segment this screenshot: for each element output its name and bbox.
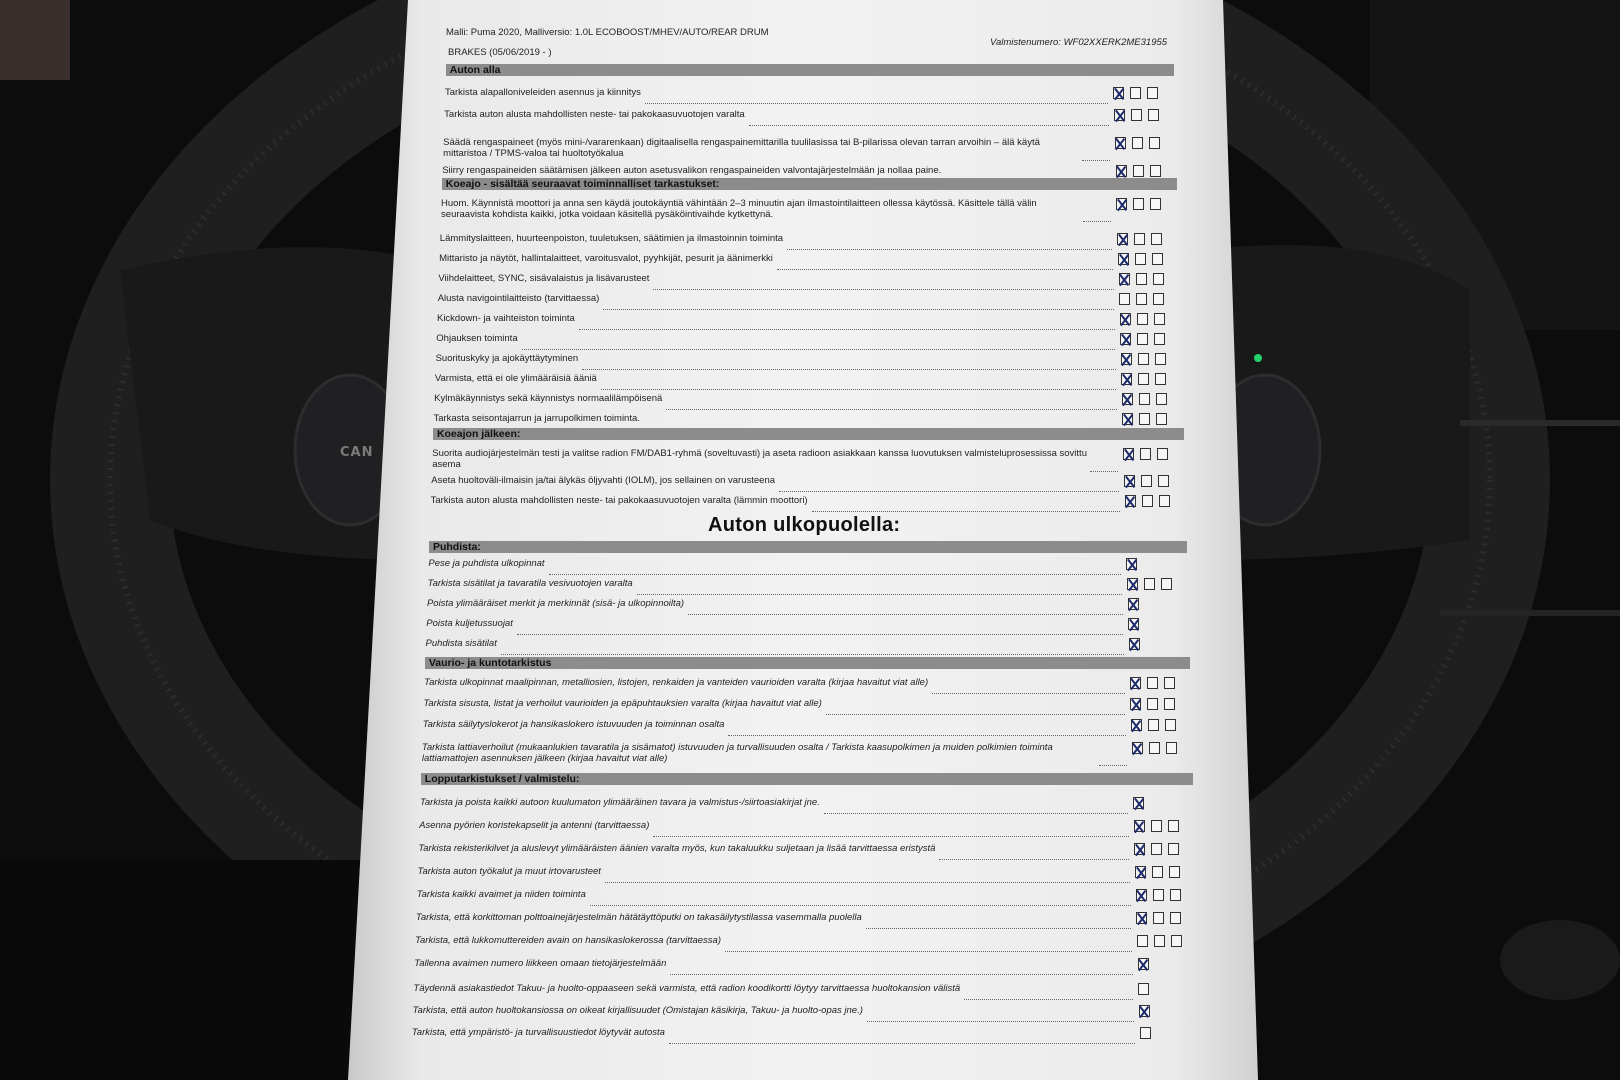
leader-dots — [777, 269, 1113, 270]
empty-checkbox[interactable] — [1158, 475, 1169, 487]
empty-checkbox[interactable] — [1134, 233, 1145, 245]
checklist-row — [417, 889, 1193, 911]
checkbox-group — [1138, 958, 1149, 970]
checklist-item-text: Viihdelaitteet, SYNC, sisävalaistus ja lisävarusteet — [438, 273, 650, 284]
checklist-item-text: Tarkista lattiaverhoilut (mukaanlukien tavaratila ja sisämatot) istuvuuden ja turvallisuuden osalta / Tarkista kaasupolkimen ja muiden polkimien toiminta lattiamattojen asennuksen jälkeen (kirjaa havaitut viat alle) — [421, 742, 1053, 764]
checklist-row — [413, 1005, 1196, 1027]
empty-checkbox[interactable] — [1154, 313, 1165, 325]
checkbox-group — [1119, 273, 1164, 285]
checklist-item-text: Poista ylimääräiset merkit ja merkinnät (sisä- ja ulkopinnoilta) — [426, 598, 685, 609]
checkbox-group — [1135, 866, 1180, 878]
vin-line: Valmistenumero: WF02XXERK2ME31955 — [990, 37, 1168, 48]
empty-checkbox[interactable] — [1153, 889, 1164, 901]
checklist-item-text: Tarkista, että auton huoltokansiossa on oikeat kirjallisuudet (Omistajan käsikirja, Takuu- ja huolto-opas jne.) — [412, 1005, 863, 1016]
checklist-item-text: Tarkista, että ympäristö- ja turvallisuustiedot löytyvät autosta — [411, 1027, 665, 1038]
leader-dots — [779, 491, 1119, 492]
checklist-item-text: Tarkista, että korkittoman polttoainejärjestelmän hätätäyttöputki on takasäilytystilassa vasemmalla puolella — [415, 912, 862, 923]
model-line: Malli: Puma 2020, Malliversio: 1.0L ECOBOOST/MHEV/AUTO/REAR DRUM — [446, 27, 769, 38]
empty-checkbox[interactable] — [1153, 912, 1164, 924]
leader-dots — [826, 714, 1126, 715]
empty-checkbox[interactable] — [1137, 935, 1148, 947]
empty-checkbox[interactable] — [1171, 935, 1182, 947]
leader-dots — [605, 882, 1130, 883]
checklist-item-text: Pese ja puhdista ulkopinnat — [428, 558, 545, 569]
can-button-label: CAN — [340, 445, 374, 460]
empty-checkbox[interactable] — [1140, 448, 1151, 460]
checklist-item-text: Poista kuljetussuojat — [426, 618, 513, 629]
empty-checkbox[interactable] — [1136, 273, 1147, 285]
leader-dots — [812, 511, 1120, 512]
leader-dots — [1099, 765, 1127, 766]
leader-dots — [669, 1043, 1135, 1044]
leader-dots — [549, 574, 1122, 575]
checklist-item-text: Huom. Käynnistä moottori ja anna sen käydä joutokäyntiä vähintään 2–3 minuutin ajan ilmastointilaitteen ollessa käytössä. Käsittele tällä välin seuraavista kohdista kaikki, jotka voidaan käsitellä pysäköintivaihde kytkettynä. — [441, 198, 1037, 220]
checklist-row — [423, 698, 1187, 720]
checkbox-group — [1136, 912, 1181, 924]
checklist-row — [416, 912, 1193, 934]
outside-section-title-1: Vaurio- ja kuntotarkistus — [425, 657, 1190, 669]
checkbox-group — [1120, 313, 1165, 325]
empty-checkbox[interactable] — [1159, 495, 1170, 507]
empty-checkbox[interactable] — [1168, 820, 1179, 832]
empty-checkbox[interactable] — [1161, 578, 1172, 590]
checked-checkbox[interactable] — [1130, 677, 1141, 689]
checklist-item-text: Tallenna avaimen numero liikkeen omaan tietojärjestelmään — [414, 958, 667, 969]
checkbox-group — [1116, 198, 1161, 210]
empty-checkbox[interactable] — [1132, 137, 1143, 149]
checkbox-group — [1132, 742, 1177, 754]
leader-dots — [601, 389, 1117, 390]
checkbox-group — [1114, 109, 1159, 121]
checklist-item-text: Tarkista auton alusta mahdollisten neste- tai pakokaasuvuotojen varalta — [444, 109, 745, 120]
checkbox-group — [1127, 578, 1172, 590]
checkbox-group — [1125, 495, 1170, 507]
inside-section-title-0: Auton alla — [446, 64, 1174, 76]
empty-checkbox[interactable] — [1157, 448, 1168, 460]
checked-checkbox[interactable] — [1133, 797, 1144, 809]
empty-checkbox[interactable] — [1154, 935, 1165, 947]
leader-dots — [582, 369, 1116, 370]
checklist-item-text: Siirry rengaspaineiden säätämisen jälkeen auton asetusvalikon rengaspaineiden valvontajärjestelmään ja nollaa paine. — [442, 165, 942, 176]
empty-checkbox[interactable] — [1142, 495, 1153, 507]
empty-checkbox[interactable] — [1136, 293, 1147, 305]
checklist-item-text: Täydennä asiakastiedot Takuu- ja huolto-oppaaseen sekä varmista, että radion koodikortti löytyy tarvittaessa huoltokansion välistä — [413, 983, 961, 994]
checklist-row — [431, 475, 1181, 497]
empty-checkbox[interactable] — [1149, 137, 1160, 149]
checklist-row — [437, 313, 1177, 335]
leader-dots — [824, 813, 1128, 814]
checklist-row — [428, 558, 1183, 580]
empty-checkbox[interactable] — [1138, 983, 1149, 995]
checklist-row — [426, 618, 1185, 640]
leader-dots — [1090, 471, 1118, 472]
checked-checkbox[interactable] — [1138, 958, 1149, 970]
empty-checkbox[interactable] — [1147, 87, 1158, 99]
checked-checkbox[interactable] — [1131, 719, 1142, 731]
empty-checkbox[interactable] — [1147, 698, 1158, 710]
checked-checkbox[interactable] — [1114, 109, 1125, 121]
checkbox-group — [1136, 889, 1181, 901]
checkbox-group — [1122, 393, 1167, 405]
checkbox-group — [1117, 233, 1162, 245]
empty-checkbox[interactable] — [1152, 866, 1163, 878]
checklist-row — [441, 198, 1173, 220]
leader-dots — [653, 289, 1113, 290]
checked-checkbox[interactable] — [1113, 87, 1124, 99]
checklist-row — [414, 958, 1194, 980]
empty-checkbox[interactable] — [1133, 198, 1144, 210]
empty-checkbox[interactable] — [1153, 273, 1164, 285]
checked-checkbox[interactable] — [1139, 1005, 1150, 1017]
outside-section-title-0: Puhdista: — [429, 541, 1187, 553]
leader-dots — [522, 349, 1116, 350]
checked-checkbox[interactable] — [1124, 475, 1135, 487]
empty-checkbox[interactable] — [1139, 413, 1150, 425]
checklist-row — [418, 866, 1193, 888]
checklist-row — [436, 353, 1178, 375]
checklist-item-text: Alusta navigointilaitteisto (tarvittaessa) — [437, 293, 600, 304]
checklist-row — [420, 797, 1190, 819]
empty-checkbox[interactable] — [1141, 475, 1152, 487]
checkbox-group — [1130, 677, 1175, 689]
checklist-item-text: Mittaristo ja näytöt, hallintalaitteet, varoitusvalot, pyyhkijät, pesurit ja äänimerkki — [439, 253, 773, 264]
checklist-row — [439, 253, 1175, 275]
leader-dots — [749, 125, 1109, 126]
checked-checkbox[interactable] — [1132, 742, 1143, 754]
checkbox-group — [1128, 618, 1139, 630]
checklist-row — [412, 1027, 1197, 1049]
checklist-item-text: Tarkista sisusta, listat ja verhoilut vaurioiden ja epäpuhtauksien varalta (kirjaa havaitut viat alle) — [423, 698, 822, 709]
empty-checkbox[interactable] — [1153, 293, 1164, 305]
checkbox-group — [1126, 558, 1137, 570]
inside-section-title-1: Koeajo - sisältää seuraavat toiminnalliset tarkastukset: — [442, 178, 1177, 190]
empty-checkbox[interactable] — [1131, 109, 1142, 121]
checklist-row — [415, 935, 1194, 957]
empty-checkbox[interactable] — [1150, 198, 1161, 210]
leader-dots — [866, 928, 1132, 929]
checklist-row — [434, 393, 1179, 415]
checklist-item-text: Tarkista ulkopinnat maalipinnan, metalliosien, listojen, renkaiden ja vanteiden vaurioiden varalta (kirjaa havaitut viat alle) — [424, 677, 929, 688]
empty-checkbox[interactable] — [1155, 373, 1166, 385]
checklist-item-text: Tarkista ja poista kaikki autoon kuulumaton ylimääräinen tavara ja valmistus-/siirtoasiakirjat jne. — [419, 797, 820, 808]
empty-checkbox[interactable] — [1164, 698, 1175, 710]
empty-checkbox[interactable] — [1137, 313, 1148, 325]
leader-dots — [653, 836, 1128, 837]
leader-dots — [964, 999, 1133, 1000]
checklist-item-text: Kickdown- ja vaihteiston toiminta — [436, 313, 575, 324]
brakes-line: BRAKES (05/06/2019 - ) — [448, 47, 552, 58]
empty-checkbox[interactable] — [1138, 373, 1149, 385]
empty-checkbox[interactable] — [1130, 87, 1141, 99]
checklist-item-text: Puhdista sisätilat — [425, 638, 497, 649]
leader-dots — [670, 974, 1132, 975]
empty-checkbox[interactable] — [1155, 353, 1166, 365]
empty-checkbox[interactable] — [1164, 677, 1175, 689]
checklist-item-text: Tarkasta seisontajarrun ja jarrupolkimen toiminta. — [433, 413, 640, 424]
checked-checkbox[interactable] — [1122, 413, 1133, 425]
leader-dots — [725, 951, 1132, 952]
checkbox-group — [1128, 598, 1139, 610]
empty-checkbox[interactable] — [1170, 912, 1181, 924]
checklist-item-text: Tarkista sisätilat ja tavaratila vesivuotojen varalta — [427, 578, 633, 589]
checked-checkbox[interactable] — [1134, 820, 1145, 832]
empty-checkbox[interactable] — [1139, 393, 1150, 405]
leader-dots — [501, 654, 1124, 655]
checklist-item-text: Varmista, että ei ole ylimääräisiä ääniä — [434, 373, 597, 384]
leader-dots — [603, 309, 1114, 310]
empty-checkbox[interactable] — [1151, 233, 1162, 245]
empty-checkbox[interactable] — [1133, 165, 1144, 177]
empty-checkbox[interactable] — [1148, 719, 1159, 731]
checkbox-group — [1130, 698, 1175, 710]
checklist-item-text: Tarkista auton alusta mahdollisten neste- tai pakokaasuvuotojen varalta (lämmin moottori) — [430, 495, 808, 506]
empty-checkbox[interactable] — [1152, 253, 1163, 265]
empty-checkbox[interactable] — [1119, 293, 1130, 305]
checklist-item-text: Ohjauksen toiminta — [436, 333, 518, 344]
checklist-row — [431, 495, 1182, 517]
leader-dots — [932, 693, 1125, 694]
leader-dots — [728, 735, 1126, 736]
checklist-item-text: Tarkista alapalloniveleiden asennus ja kiinnitys — [444, 87, 641, 98]
checklist-item-text: Tarkista kaikki avaimet ja niiden toiminta — [416, 889, 586, 900]
checkbox-group — [1119, 293, 1164, 305]
leader-dots — [579, 329, 1115, 330]
checkbox-group — [1131, 719, 1176, 731]
checklist-item-text: Kylmäkäynnistys sekä käynnistys normaalilämpöisenä — [434, 393, 663, 404]
empty-checkbox[interactable] — [1156, 393, 1167, 405]
empty-checkbox[interactable] — [1138, 353, 1149, 365]
empty-checkbox[interactable] — [1154, 333, 1165, 345]
checkbox-group — [1124, 475, 1169, 487]
checklist-row — [444, 109, 1171, 131]
outside-heading: Auton ulkopuolella: — [708, 514, 901, 536]
checked-checkbox[interactable] — [1119, 273, 1130, 285]
checked-checkbox[interactable] — [1127, 578, 1138, 590]
leader-dots — [939, 859, 1129, 860]
checklist-row — [424, 677, 1187, 699]
checklist-row — [418, 843, 1191, 865]
leader-dots — [645, 103, 1109, 104]
checklist-item-text: Tarkista, että lukkomuttereiden avain on hansikaslokerossa (tarvittaessa) — [415, 935, 722, 946]
checked-checkbox[interactable] — [1128, 618, 1139, 630]
checked-checkbox[interactable] — [1129, 638, 1140, 650]
checkbox-group — [1137, 935, 1182, 947]
checklist-item-text: Tarkista rekisterikilvet ja aluslevyt ylimääräisten äänien varalta myös, kun takaluukku suljetaan ja lisää tarvittaessa eristystä — [418, 843, 936, 854]
checked-checkbox[interactable] — [1130, 698, 1141, 710]
checked-checkbox[interactable] — [1120, 313, 1131, 325]
checked-checkbox[interactable] — [1135, 866, 1146, 878]
checked-checkbox[interactable] — [1134, 843, 1145, 855]
empty-checkbox[interactable] — [1144, 578, 1155, 590]
checklist-row — [445, 87, 1170, 109]
checkbox-group — [1121, 353, 1166, 365]
checked-checkbox[interactable] — [1123, 448, 1134, 460]
checked-checkbox[interactable] — [1136, 889, 1147, 901]
checked-checkbox[interactable] — [1136, 912, 1147, 924]
checked-checkbox[interactable] — [1120, 333, 1131, 345]
empty-checkbox[interactable] — [1168, 843, 1179, 855]
empty-checkbox[interactable] — [1166, 742, 1177, 754]
checklist-row — [436, 333, 1177, 355]
outside-section-title-2: Lopputarkistukset / valmistelu: — [421, 773, 1194, 785]
leader-dots — [666, 409, 1117, 410]
empty-checkbox[interactable] — [1156, 413, 1167, 425]
checked-checkbox[interactable] — [1128, 598, 1139, 610]
leader-dots — [1083, 221, 1111, 222]
checkbox-group — [1118, 253, 1163, 265]
checklist-item-text: Suorituskyky ja ajokäyttäytyminen — [435, 353, 579, 364]
checklist-row — [443, 137, 1172, 159]
checkbox-group — [1121, 373, 1166, 385]
checkbox-group — [1120, 333, 1165, 345]
leader-dots — [590, 905, 1131, 906]
leader-dots — [637, 594, 1122, 595]
leader-dots — [688, 614, 1123, 615]
leader-dots — [1082, 160, 1110, 161]
checked-checkbox[interactable] — [1121, 353, 1132, 365]
empty-checkbox[interactable] — [1151, 843, 1162, 855]
checked-checkbox[interactable] — [1125, 495, 1136, 507]
checked-checkbox[interactable] — [1126, 558, 1137, 570]
checked-checkbox[interactable] — [1116, 198, 1127, 210]
checklist-item-text: Asenna pyörien koristekapselit ja antenni (tarvittaessa) — [419, 820, 650, 831]
empty-checkbox[interactable] — [1150, 165, 1161, 177]
checked-checkbox[interactable] — [1121, 373, 1132, 385]
checklist-row — [432, 448, 1180, 470]
leader-dots — [787, 249, 1112, 250]
leader-dots — [517, 634, 1123, 635]
checkbox-group — [1116, 165, 1161, 177]
checklist-item-text: Suorita audiojärjestelmän testi ja valitse radion FM/DAB1-ryhmä (soveltuvasti) ja aseta radioon asiakkaan kanssa luovutuksen valmisteluprosessissa sovittu asema — [432, 448, 1087, 470]
checkbox-group — [1138, 983, 1149, 995]
empty-checkbox[interactable] — [1151, 820, 1162, 832]
inside-section-title-2: Koeajon jälkeen: — [433, 428, 1184, 440]
checklist-row — [435, 373, 1178, 395]
checklist-item-text: Aseta huoltoväli-ilmaisin ja/tai älykäs öljyvahti (IOLM), jos sellainen on varusteena — [431, 475, 776, 486]
checklist-row — [438, 293, 1176, 315]
checklist-row — [419, 820, 1191, 842]
checked-checkbox[interactable] — [1116, 165, 1127, 177]
empty-checkbox[interactable] — [1140, 1027, 1151, 1039]
checklist-item-text: Lämmityslaitteen, huurteenpoiston, tuuletuksen, säätimien ja ilmastoinnin toiminta — [439, 233, 784, 244]
checkbox-group — [1139, 1005, 1150, 1017]
empty-checkbox[interactable] — [1135, 253, 1146, 265]
checklist-item-text: Tarkista auton työkalut ja muut irtovarusteet — [417, 866, 601, 877]
checked-checkbox[interactable] — [1115, 137, 1126, 149]
checklist-row — [423, 719, 1188, 741]
empty-checkbox[interactable] — [1149, 742, 1160, 754]
checklist-row — [428, 578, 1184, 600]
empty-checkbox[interactable] — [1147, 677, 1158, 689]
checkbox-group — [1134, 820, 1179, 832]
checklist-item-text: Säädä rengaspaineet (myös mini-/vararenkaan) digitaalisella rengaspainemittarilla tuulilasissa tai B-pilarissa olevan tarran arvoihin – älä käytä mittaristoa / TPMS-valoa tai huoltotyökalua — [443, 137, 1040, 159]
checkbox-group — [1129, 638, 1140, 650]
checked-checkbox[interactable] — [1122, 393, 1133, 405]
empty-checkbox[interactable] — [1137, 333, 1148, 345]
empty-checkbox[interactable] — [1170, 889, 1181, 901]
checklist-row — [427, 598, 1185, 620]
checked-checkbox[interactable] — [1118, 253, 1129, 265]
empty-checkbox[interactable] — [1148, 109, 1159, 121]
checked-checkbox[interactable] — [1117, 233, 1128, 245]
checkbox-group — [1115, 137, 1160, 149]
empty-checkbox[interactable] — [1169, 866, 1180, 878]
empty-checkbox[interactable] — [1165, 719, 1176, 731]
checklist-row — [422, 742, 1189, 764]
checkbox-group — [1122, 413, 1167, 425]
checkbox-group — [1133, 797, 1144, 809]
checklist-item-text: Tarkista säilytyslokerot ja hansikaslokero istuvuuden ja toiminnan osalta — [422, 719, 725, 730]
checklist-row — [413, 983, 1195, 1005]
checkbox-group — [1113, 87, 1158, 99]
checklist-row — [438, 273, 1175, 295]
checkbox-group — [1134, 843, 1179, 855]
leader-dots — [867, 1021, 1134, 1022]
checkbox-group — [1123, 448, 1168, 460]
checklist-row — [440, 233, 1175, 255]
checkbox-group — [1140, 1027, 1151, 1039]
